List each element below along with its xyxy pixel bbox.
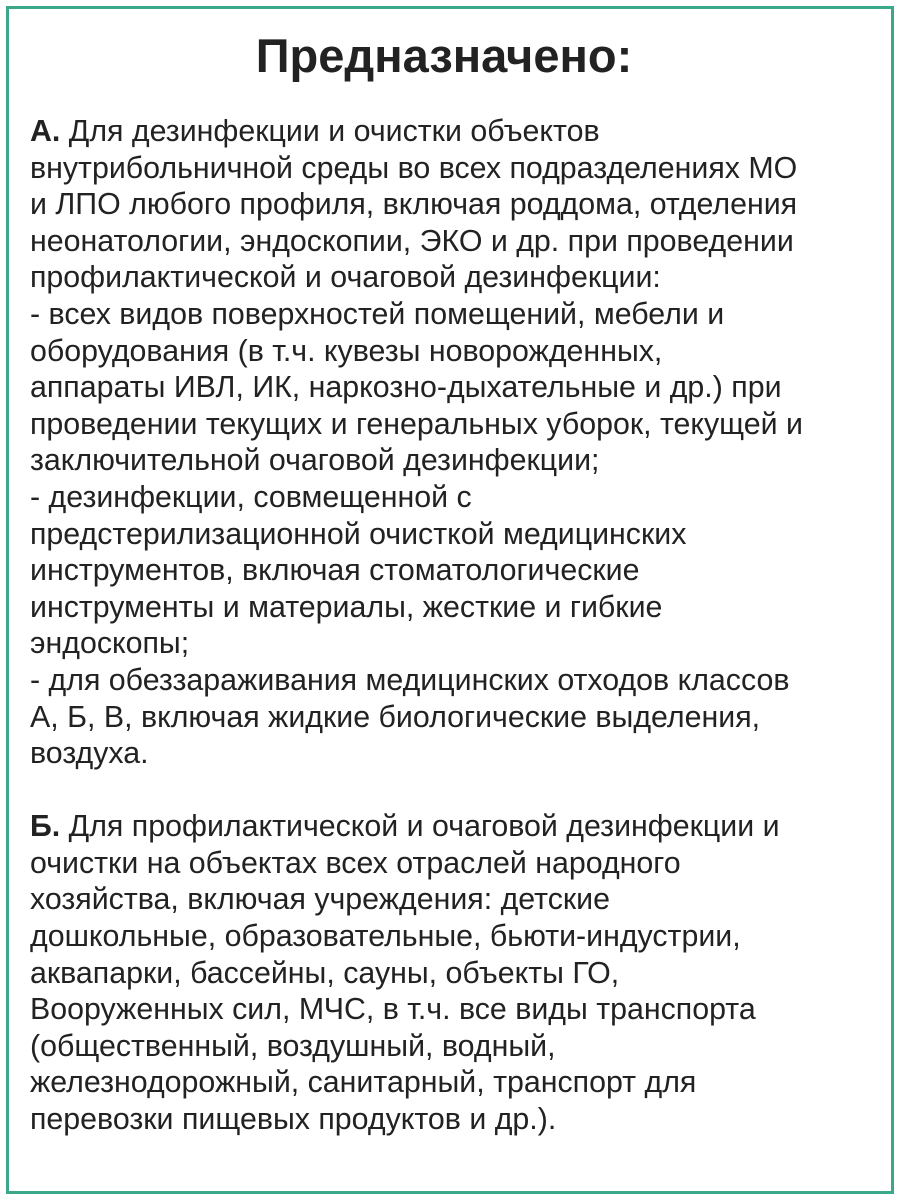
section-b-line-4: дошкольные, образовательные, бьюти-индустрии, [30,920,741,954]
section-a-line-18: воздуха. [30,737,149,771]
section-b-line-9: перевозки пищевых продуктов и др.). [30,1103,557,1137]
section-a-line-4: неонатологии, эндоскопии, ЭКО и др. при проведении [30,224,794,258]
section-a-marker: А. [30,115,61,148]
section-a-line-17: А, Б, В, включая жидкие биологические выделения, [30,700,761,734]
section-a-line-11: - дезинфекции, совмещенной с [30,480,472,514]
section-a-line-2: внутрибольничной среды во всех подразделениях МО [30,151,798,185]
section-a [30,114,880,773]
section-b-line-1-text: Для профилактической и очаговой дезинфекции и [60,810,780,844]
section-b-line-2: очистки на объектах всех отраслей народного [30,846,681,880]
section-a-line-13: инструментов, включая стоматологические [30,554,640,588]
section-a-line-7: оборудования (в т.ч. кувезы новорожденных, [30,334,663,368]
section-a-line-14: инструменты и материалы, жесткие и гибкие [30,590,663,624]
page-title: Предназначено: [255,29,633,82]
section-a-line-16: - для обеззараживания медицинских отходов классов [30,663,790,697]
section-a-line-15: эндоскопы; [30,627,190,661]
section-a-line-1-text: Для дезинфекции и очистки объектов [60,115,600,148]
section-b-line-6: Вооруженных сил, МЧС, в т.ч. все виды транспорта [30,993,756,1027]
section-a-line-9: проведении текущих и генеральных уборок, текущей и [30,407,804,441]
section-a-line-6: - всех видов поверхностей помещений, мебели и [30,297,725,331]
section-b-line-8: железнодорожный, санитарный, транспорт для [30,1066,697,1100]
section-b-line-1 [30,809,880,846]
section-b [30,809,880,1138]
section-a-line-3: и ЛПО любого профиля, включая роддома, отделения [30,188,798,222]
section-b-line-7: (общественный, воздушный, водный, [30,1029,556,1063]
section-a-line-10: заключительной очаговой дезинфекции; [30,444,600,478]
section-a-line-5: профилактической и очаговой дезинфекции: [30,261,661,295]
section-b-line-5: аквапарки, бассейны, сауны, объекты ГО, [30,956,620,990]
section-b-line-3: хозяйства, включая учреждения: детские [30,883,610,917]
section-b-marker: Б. [30,810,61,844]
document-body [30,114,880,1139]
section-a-line-1 [30,114,880,151]
section-a-line-8: аппараты ИВЛ, ИК, наркозно-дыхательные и др.) при [30,371,782,405]
section-a-line-12: предстерилизационной очисткой медицинских [30,517,687,551]
